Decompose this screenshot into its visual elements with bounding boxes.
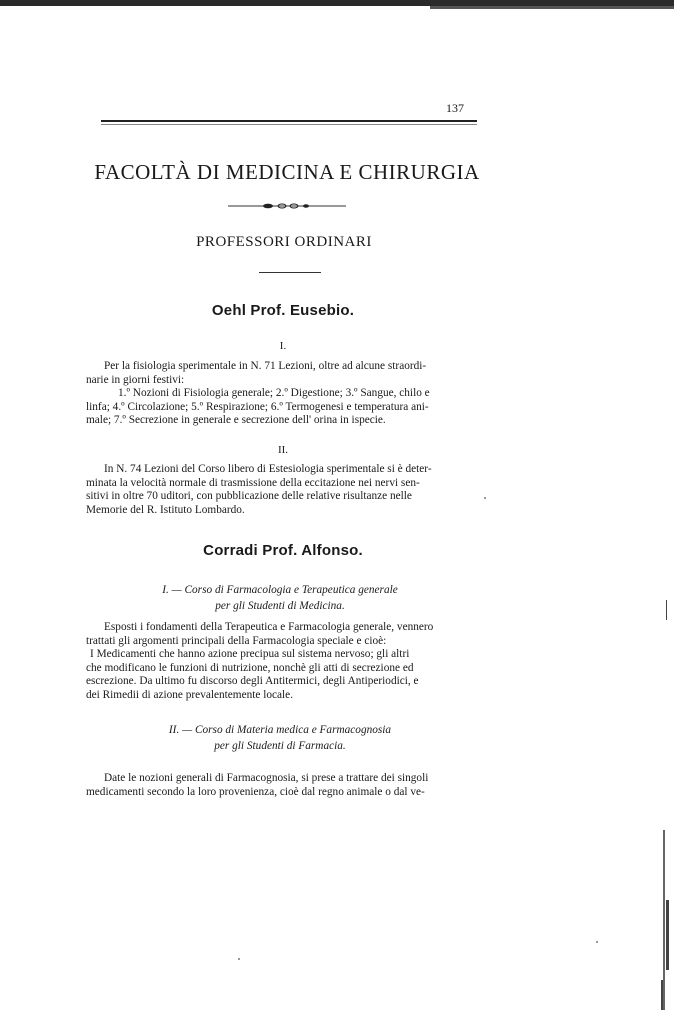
text-line: sitivi in oltre 70 uditori, con pubblicazione delle relative risultanze nelle — [86, 490, 412, 503]
faculty-title: FACOLTÀ DI MEDICINA E CHIRURGIA — [94, 160, 480, 184]
text-line: In N. 74 Lezioni del Corso libero di Estesiologia sperimentale si è deter- — [104, 463, 432, 475]
scan-top-edge-shadow — [430, 6, 674, 9]
paragraph-oehl-part2 — [86, 463, 473, 517]
professor-name-oehl: Oehl Prof. Eusebio. — [211, 302, 355, 319]
page-number: 137 — [446, 101, 464, 115]
scan-binding-marks — [660, 600, 670, 1020]
header-rule-thin — [101, 124, 477, 125]
course-heading-1 — [0, 582, 560, 614]
text-line: narie in giorni festivi: — [86, 373, 185, 386]
text-line: Per la fisiologia sperimentale in N. 71 Lezioni, oltre ad alcune straordi- — [104, 360, 427, 372]
scan-speck — [596, 941, 598, 943]
text-line: male; 7.º Secrezione in generale e secrezione dell' orina in ispecie. — [86, 414, 386, 427]
text-line: minata la velocità normale di trasmissione della eccitazione nei nervi sen- — [86, 476, 420, 489]
paragraph-corradi-course1 — [86, 621, 473, 703]
ornament-divider — [228, 203, 346, 209]
text-line: Date le nozioni generali di Farmacognosia, si prese a trattare dei singoli — [104, 772, 429, 784]
text-line: dei Rimedii di azione prevalentemente locale. — [86, 688, 294, 701]
text-line: linfa; 4.º Circolazione; 5.º Respirazione; 6.º Termogenesi e temperatura ani- — [86, 400, 429, 413]
text-line: Memorie del R. Istituto Lombardo. — [86, 503, 245, 516]
section-rule — [259, 272, 321, 273]
scan-speck — [484, 497, 486, 499]
text-line: escrezione. Da ultimo fu discorso degli Antitermici, degli Antiperiodici, e — [86, 675, 419, 688]
part-numeral: II. — [277, 444, 289, 456]
text-line: trattati gli argomenti principali della Farmacologia speciale e cioè: — [86, 634, 387, 647]
scan-speck — [238, 958, 240, 960]
paragraph-corradi-course2 — [86, 772, 473, 799]
text-line: che modificano le funzioni di nutrizione, nonchè gli atti di secrezione ed — [86, 661, 414, 674]
section-title: PROFESSORI ORDINARI — [196, 234, 372, 250]
text-line: 1.º Nozioni di Fisiologia generale; 2.º Digestione; 3.º Sangue, chilo e — [118, 387, 430, 400]
header-rule — [101, 120, 477, 122]
course-heading-2 — [0, 722, 560, 754]
course-heading-line: I. — Corso di Farmacologia e Terapeutica generale — [162, 584, 398, 596]
text-line: I Medicamenti che hanno azione precipua sul sistema nervoso; gli altri — [90, 648, 410, 661]
course-heading-line: per gli Studenti di Medicina. — [215, 600, 345, 612]
text-line: medicamenti secondo la loro provenienza, cioè dal regno animale o dal ve- — [86, 785, 425, 798]
course-heading-line: per gli Studenti di Farmacia. — [214, 740, 346, 752]
part-numeral: I. — [279, 340, 287, 352]
paragraph-oehl-part1 — [86, 360, 473, 428]
course-heading-line: II. — Corso di Materia medica e Farmacognosia — [168, 724, 392, 736]
professor-name-corradi: Corradi Prof. Alfonso. — [203, 542, 363, 559]
text-line: Esposti i fondamenti della Terapeutica e Farmacologia generale, vennero — [104, 621, 434, 633]
